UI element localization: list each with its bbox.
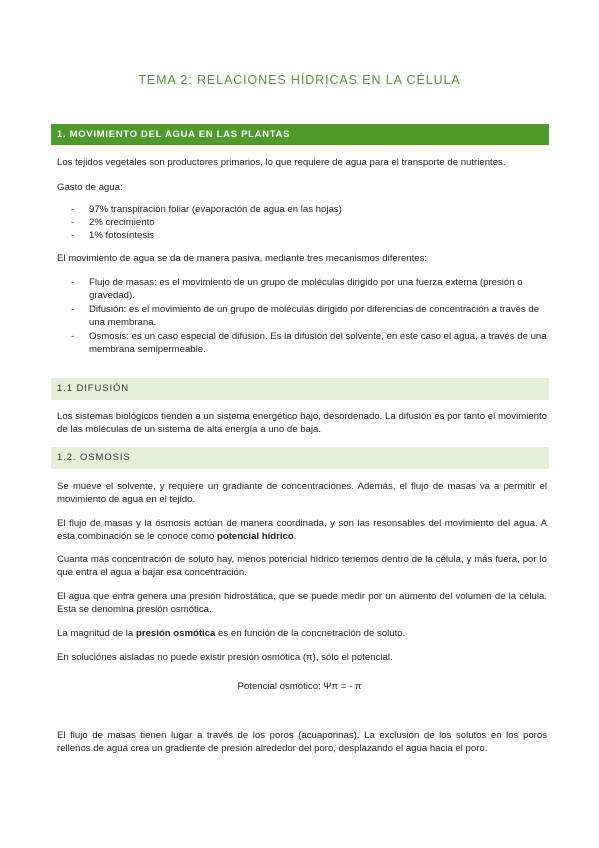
list-item [71,276,547,302]
potencial-hidrico-term: potencial hídrico [216,531,294,543]
movimiento-intro: El movimiento de agua se da de manera pasiva, mediante tres mecanismos diferentes: [57,253,428,264]
section-heading-movimiento-agua: 1. MOVIMIENTO DEL AGUA EN LAS PLANTAS [51,124,549,145]
mechanism-difusion: Difusión: es el movimiento de un grupo de moléculas dirigido por diferencias de concentración a través de una membrana. [89,304,540,329]
mechanism-osmosis: Osmosis: es un caso especial de difusión. Es la difusión del solvente, en este caso el agua, a través de una membrana semipermeable. [89,331,547,356]
presion-osmotica-term: presión osmótica [135,628,216,639]
list-dash: - [71,230,75,241]
osmosis-paragraph-3: Cuanta más concentración de soluto hay, menos potencial hídrico tenemos dentro de la célula, y más fuera, por lo que entra el agua a bajar esa concentración. [57,554,547,579]
gasto-item-crecimiento: 2% crecimiento [89,217,155,228]
list-item [71,330,547,356]
osmosis-paragraph-7: El flujo de masas tienen lugar a través de los poros (acuaporinas). La exclusión de los solutos en los poros rellenos de agua crea un gradiente de presión alrededor del poro, desplazando el agua hacia el poro. [57,730,547,755]
list-item [71,229,547,242]
document-title: TEMA 2: RELACIONES HÍDRICAS EN LA CÉLULA [138,73,461,87]
gasto-label: Gasto de agua: [57,182,123,193]
osmosis-paragraph-6: En soluciónes aisladas no puede existir presión osmótica (π), sólo el potencial. [57,652,393,663]
list-item [71,303,547,329]
section-heading-osmosis: 1.2. OSMOSIS [51,447,549,469]
gasto-item-transpiracion: 97% transpiración foliar (evaporación de agua en las hojas) [89,204,342,215]
formula-potencial-osmotico: Potencial osmótico: Ψπ = - π [237,681,362,692]
list-dash: - [71,304,75,315]
osmosis-paragraph-5: La magnitud de la presión osmótica es en función de la concnetración de soluto. [57,628,406,639]
mechanism-flujo-masas: Flujo de masas: es el movimiento de un grupo de moléculas dirigido por una fuerza externa (presión o gravedad). [89,277,523,302]
list-item [71,203,547,216]
osmosis-paragraph-4: El agua que entra genera una presión hidrostática, que se puede medir por un aumento del volumen de la célula. Esta se denomina presión osmótica. [57,591,547,616]
osmosis-paragraph-1: Se mueve el solvente, y requiere un gradiante de concentraciones. Además, el flujo de masas va a permitir el movimiento de agua en el tejido. [57,481,547,506]
difusion-paragraph: Los sistemas biológicos tienden a un sistema energético bajo, desordenado. La difusión es por tanto el movimiento de las moléculas de un sistema de alta energía a uno de baja. [57,411,547,436]
list-dash: - [71,277,75,288]
gasto-item-fotosintesis: 1% fotosíntesis [89,230,155,241]
list-dash: - [71,331,75,342]
osmosis-paragraph-2: El flujo de masas y la ósmosis actúan de manera coordinada, y son las resonsables del movimiento del agua. A esta combinación se le conoce como potencial hídrico. [57,518,547,543]
list-item [71,216,547,229]
list-dash: - [71,204,75,215]
list-dash: - [71,217,75,228]
section-heading-difusion: 1.1 DIFUSIÓN [51,378,549,400]
intro-paragraph: Los tejidos vegetales son productores primarios, lo que requiere de agua para el transporte de nutrientes. [57,157,506,168]
